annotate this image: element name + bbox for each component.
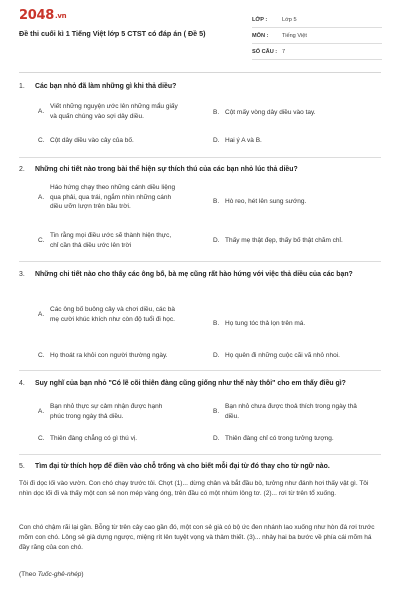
option-text: Háo hứng chạy theo những cánh diều liệng qua phải, qua trái, ngắm nhìn những cánh diều ưỡn lượn trên bầu trời.: [50, 184, 176, 210]
source-suffix: ): [81, 571, 84, 578]
meta-value: Lớp 5: [282, 16, 297, 23]
question-number: 4.: [19, 380, 25, 387]
question-number: 3.: [19, 271, 25, 278]
option-text: Thấy mẹ thật đẹp, thấy bố thật chăm chỉ.: [225, 237, 343, 244]
meta-row-count: [252, 44, 382, 60]
meta-row-subject: [252, 28, 382, 44]
option-4d[interactable]: [213, 434, 385, 444]
option-3a[interactable]: [38, 305, 178, 324]
option-letter: C.: [38, 352, 45, 359]
exam-title: Đề thi cuối kì 1 Tiếng Việt lớp 5 CTST có đáp án ( Đề 5): [19, 29, 206, 38]
meta-key: MÔN :: [252, 32, 269, 39]
option-text: Cột dây diều vào cây của bố.: [50, 137, 134, 144]
option-text: Thiên đàng chỉ có trong tưởng tượng.: [225, 435, 334, 442]
option-text: Bạn nhỏ chưa được thoả thích trong ngày thả diều.: [225, 403, 357, 420]
meta-value: Tiếng Việt: [282, 32, 307, 39]
question-text: Tìm đại từ thích hợp để điền vào chỗ trống và cho biết mỗi đại từ đó thay cho từ ngữ nào.: [35, 463, 330, 470]
option-letter: A.: [38, 407, 45, 415]
option-letter: B.: [213, 109, 220, 116]
option-text: Hai ý A và B.: [225, 137, 262, 144]
option-text: Hò reo, hét lên sung sướng.: [225, 198, 307, 205]
question-2: [19, 165, 381, 175]
option-text: Họ tung tóc thả lọn trên má.: [225, 320, 306, 327]
logo-text: 2048: [19, 8, 54, 23]
option-letter: C.: [38, 236, 45, 244]
option-letter: B.: [213, 407, 220, 415]
question-3: [19, 270, 381, 280]
source-prefix: (Theo: [19, 571, 38, 578]
option-2a[interactable]: [38, 183, 178, 212]
option-letter: B.: [213, 320, 220, 327]
question-number: 2.: [19, 166, 25, 173]
option-1a[interactable]: [38, 102, 178, 121]
meta-row-grade: [252, 12, 382, 28]
option-text: Viết những nguyện ước lên những mẩu giấy và quấn chúng vào sợi dây diều.: [50, 103, 178, 120]
question-1: [19, 82, 381, 92]
source-author: Tuốc-ghê-nhép: [37, 571, 82, 578]
option-text: Thiên đàng chẳng có gì thú vị.: [50, 435, 138, 442]
question-text: Những chi tiết nào cho thấy các ông bố, bà mẹ cũng rất hào hứng với việc thả diều của các bạn?: [35, 271, 353, 278]
question-divider: [19, 261, 381, 262]
option-text: Các ông bố buông cây và chơi diều, các bà mẹ cười khúc khích như còn độ tuổi đi học.: [50, 306, 175, 323]
option-1d[interactable]: [213, 136, 385, 146]
meta-key: SỐ CÂU :: [252, 48, 278, 55]
option-1c[interactable]: [38, 136, 178, 146]
option-letter: D.: [213, 352, 220, 359]
question-text: Các bạn nhỏ đã làm những gì khi thả diều?: [35, 83, 177, 90]
option-letter: C.: [38, 137, 45, 144]
question-number: 1.: [19, 83, 25, 90]
option-text: Bạn nhỏ thực sự cảm nhận được hạnh phúc trong ngày thả diều.: [50, 403, 163, 420]
option-4c[interactable]: [38, 434, 178, 444]
question-4: [19, 379, 381, 389]
header-divider: [19, 72, 381, 73]
option-text: Họ quên đi những cuộc cãi vã nhỏ nhoi.: [225, 352, 340, 359]
passage-paragraph-2: Con chó chậm rãi lại gần. Bỗng từ trên cây cao gần đó, một con sẻ già có bộ ức đen nhánh lao xuống như hòn đá rơi trước mõm con chó. Lông sẻ già dựng ngược, miệng rít lên tuyệt vọng và thảm thiết. (3)... nhảy hai ba bước về phía cái mõm há đầy răng của con chó.: [19, 524, 375, 551]
option-4a[interactable]: [38, 402, 178, 421]
option-2d[interactable]: [213, 236, 385, 246]
option-letter: B.: [213, 198, 220, 205]
option-letter: D.: [213, 237, 220, 244]
option-1b[interactable]: [213, 108, 385, 118]
question-text: Những chi tiết nào trong bài thể hiện sự thích thú của các bạn nhỏ lúc thả diều?: [35, 166, 298, 173]
option-4b[interactable]: [213, 402, 360, 421]
option-letter: D.: [213, 435, 220, 442]
option-text: Họ thoát ra khỏi con người thường ngày.: [50, 352, 168, 359]
option-letter: A.: [38, 107, 45, 115]
option-letter: D.: [213, 137, 220, 144]
option-text: Tin rằng mọi điều ước sẽ thành hiện thực, chỉ cần thả diều ước lên trời: [50, 232, 172, 249]
meta-key: LỚP :: [252, 16, 268, 23]
meta-value: 7: [282, 48, 286, 55]
option-3c[interactable]: [38, 351, 200, 361]
site-logo[interactable]: [19, 8, 66, 23]
passage-paragraph-1: Tôi đi dọc lối vào vườn. Con chó chạy trước tôi. Chợt (1)... dừng chân và bắt đầu bò, tưởng như đánh hơi thấy vật gì. Tôi nhìn dọc lối đi và thấy một con sẻ non mép vàng óng, trên đầu có một nhúm lông tơ. (2)... rơi từ trên tổ xuống.: [19, 480, 369, 497]
option-letter: A.: [38, 310, 45, 318]
question-text: Suy nghĩ của bạn nhỏ "Có lẽ cõi thiên đàng cũng giống như thế này thôi" cho em thấy điều gì?: [35, 380, 346, 387]
option-3b[interactable]: [213, 319, 385, 329]
logo-suffix: .vn: [54, 12, 67, 20]
question-5: [19, 462, 381, 472]
option-2b[interactable]: [213, 197, 385, 207]
question-divider: [19, 157, 381, 158]
passage-source: [19, 570, 379, 580]
option-3d[interactable]: [213, 351, 385, 361]
option-text: Cột mấy vòng dây diều vào tay.: [225, 109, 316, 116]
question-number: 5.: [19, 463, 25, 470]
exam-meta: [252, 12, 382, 60]
question-divider: [19, 370, 381, 371]
option-letter: A.: [38, 193, 45, 201]
option-letter: C.: [38, 435, 45, 442]
option-2c[interactable]: [38, 231, 178, 250]
question-divider: [19, 454, 381, 455]
